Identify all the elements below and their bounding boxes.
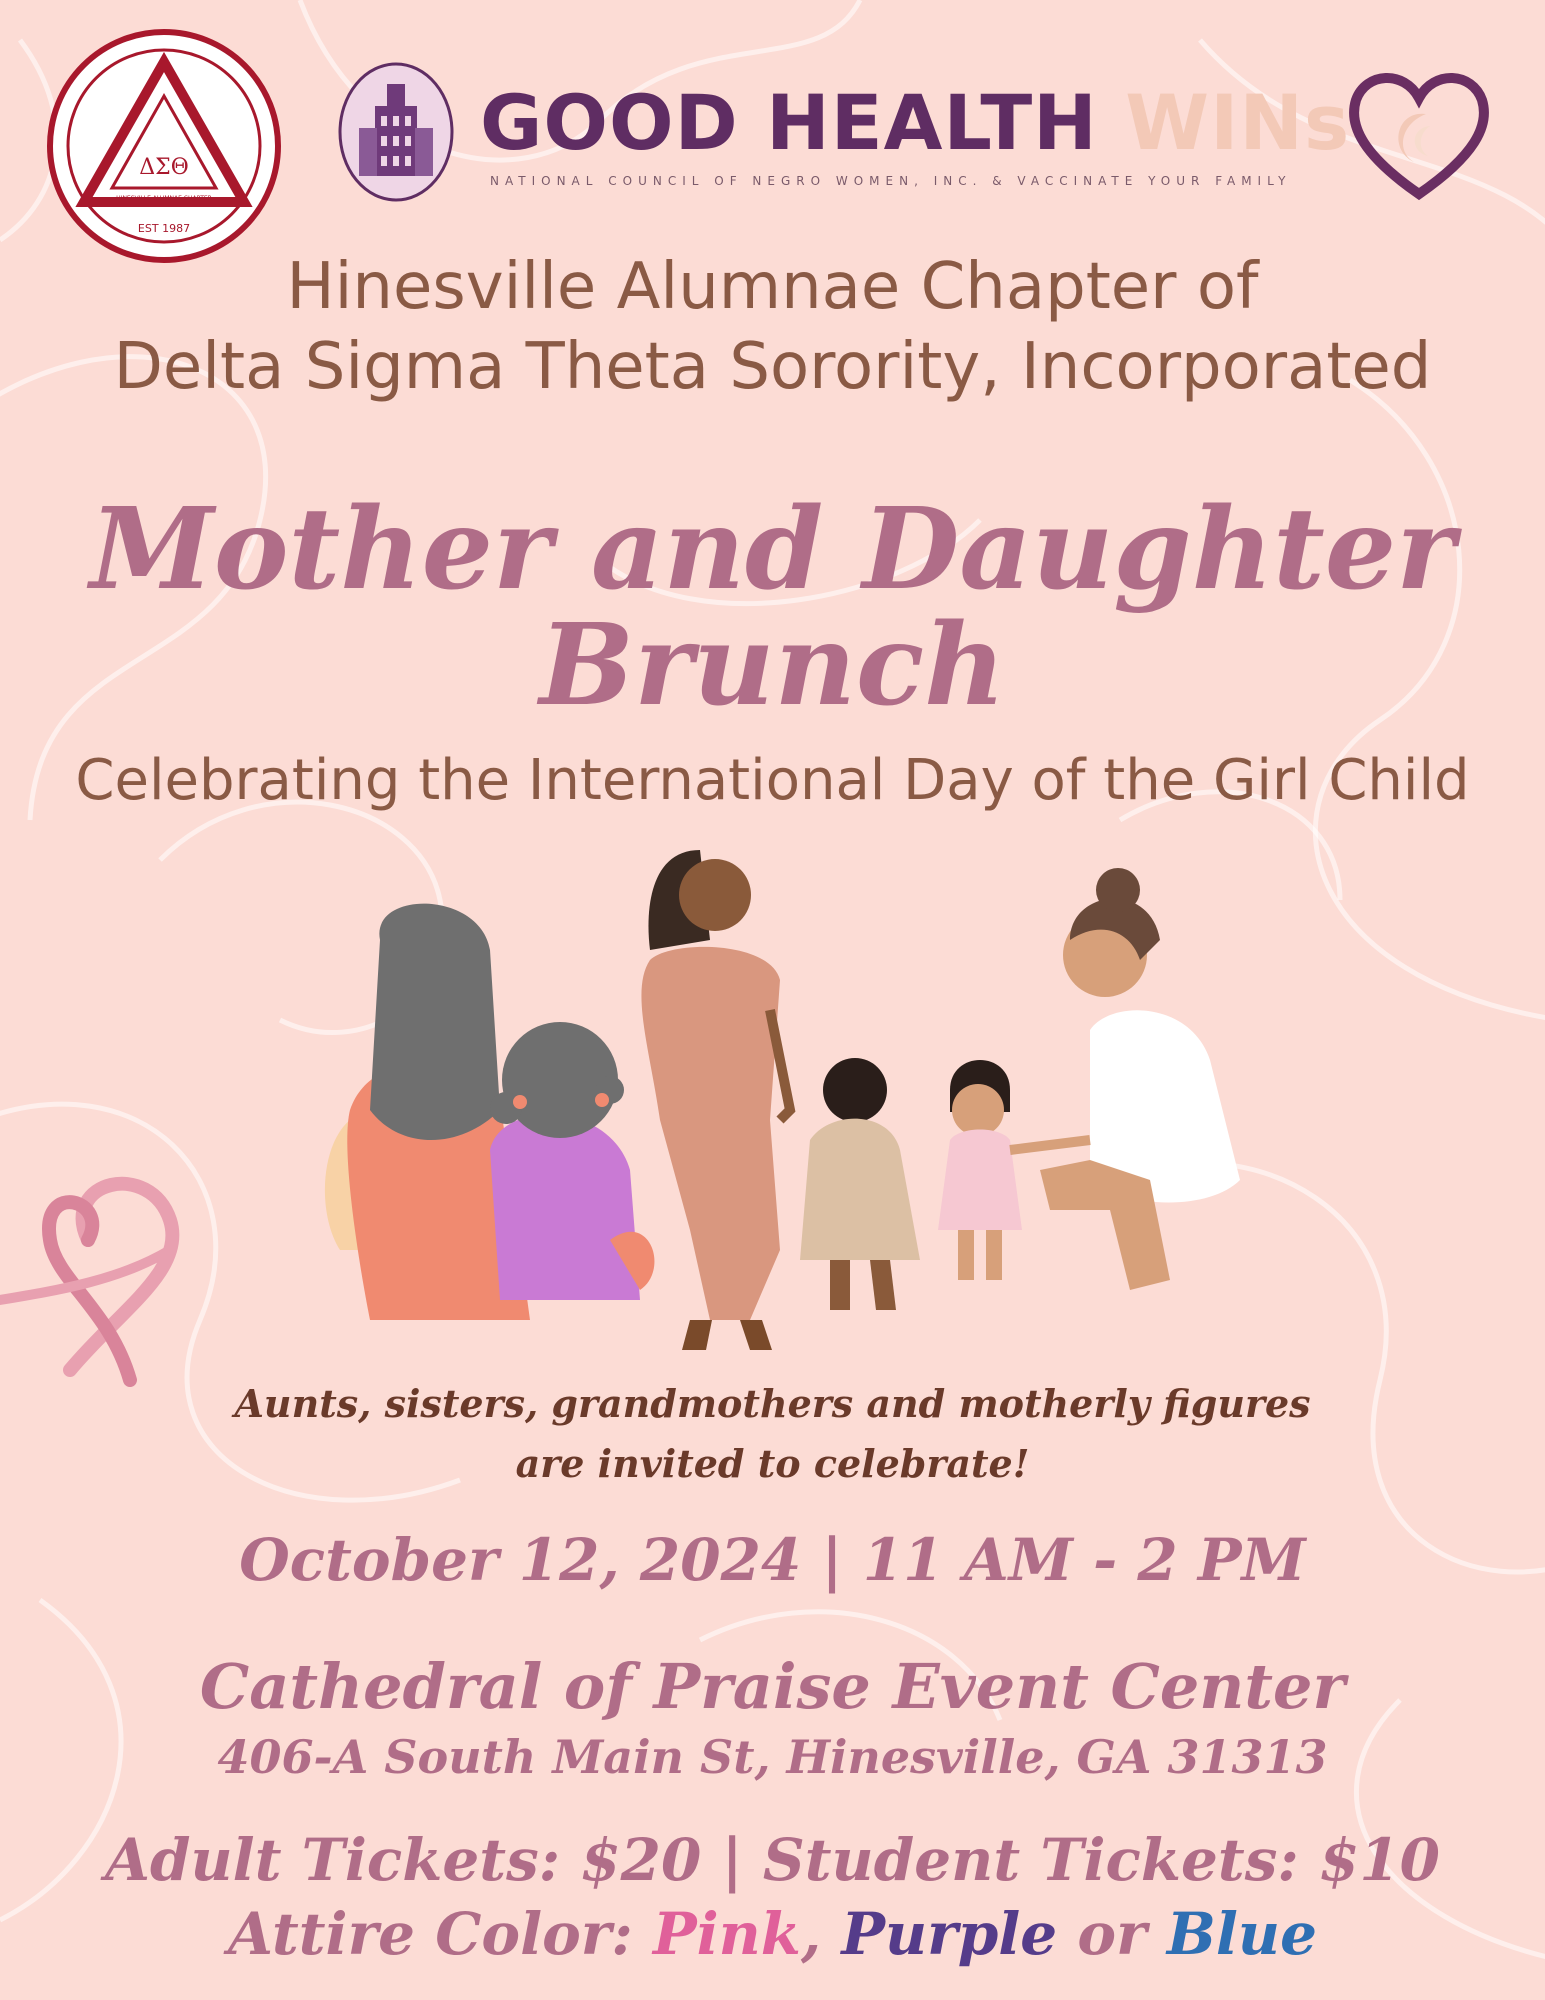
event-address: 406-A South Main St, Hinesville, GA 31313 — [217, 1730, 1328, 1784]
heart-logo-icon — [1344, 66, 1494, 202]
chapter-heading-line1: Hinesville Alumnae Chapter of — [286, 250, 1259, 324]
brand-subline: NATIONAL COUNCIL OF NEGRO WOMEN, INC. & VACCINATE YOUR FAMILY — [490, 174, 1292, 188]
event-title-line1: Mother and Daughter — [89, 484, 1456, 615]
attire-color-blue: Blue — [1166, 1900, 1317, 1968]
brand-logo-text — [480, 78, 1350, 167]
event-date-time: October 12, 2024 | 11 AM - 2 PM — [239, 1526, 1306, 1594]
building-seal-icon — [337, 62, 455, 202]
sorority-seal-icon — [44, 26, 284, 266]
brand-name-part2: WINs — [1125, 78, 1351, 167]
attire-colors — [0, 1900, 1545, 1968]
attire-sep2: or — [1057, 1900, 1167, 1968]
family-illustration — [310, 850, 1240, 1360]
invitation-text — [0, 1374, 1545, 1494]
walking-child-figure — [800, 1058, 920, 1310]
seal-est: EST 1987 — [137, 222, 191, 235]
standing-woman-figure — [641, 850, 790, 1350]
chapter-heading-line2: Delta Sigma Theta Sorority, Incorporated — [113, 330, 1432, 404]
toddler-figure — [938, 1060, 1022, 1280]
attire-color-purple: Purple — [841, 1900, 1058, 1968]
brand-name-part1: GOOD HEALTH — [480, 78, 1126, 167]
attire-sep1: , — [800, 1900, 842, 1968]
ticket-prices: Adult Tickets: $20 | Student Tickets: $10 — [104, 1826, 1441, 1894]
attire-color-pink: Pink — [652, 1900, 801, 1968]
seal-chapter: HINESVILLE ALUMNAE CHAPTER — [116, 195, 212, 202]
kneeling-woman-figure — [1010, 868, 1240, 1290]
seal-letters: ΔΣΘ — [139, 155, 189, 180]
event-venue: Cathedral of Praise Event Center — [199, 1650, 1346, 1723]
attire-label: Attire Color: — [227, 1900, 653, 1968]
invitation-line2: are invited to celebrate! — [515, 1441, 1030, 1486]
event-subtitle: Celebrating the International Day of the Girl Child — [75, 748, 1470, 813]
invitation-line1: Aunts, sisters, grandmothers and motherly figures — [234, 1381, 1311, 1426]
ribbon-heart-icon — [0, 1140, 210, 1390]
event-title — [0, 484, 1545, 731]
event-title-line2: Brunch — [539, 600, 1006, 731]
child-pigtails-figure — [490, 1022, 654, 1300]
